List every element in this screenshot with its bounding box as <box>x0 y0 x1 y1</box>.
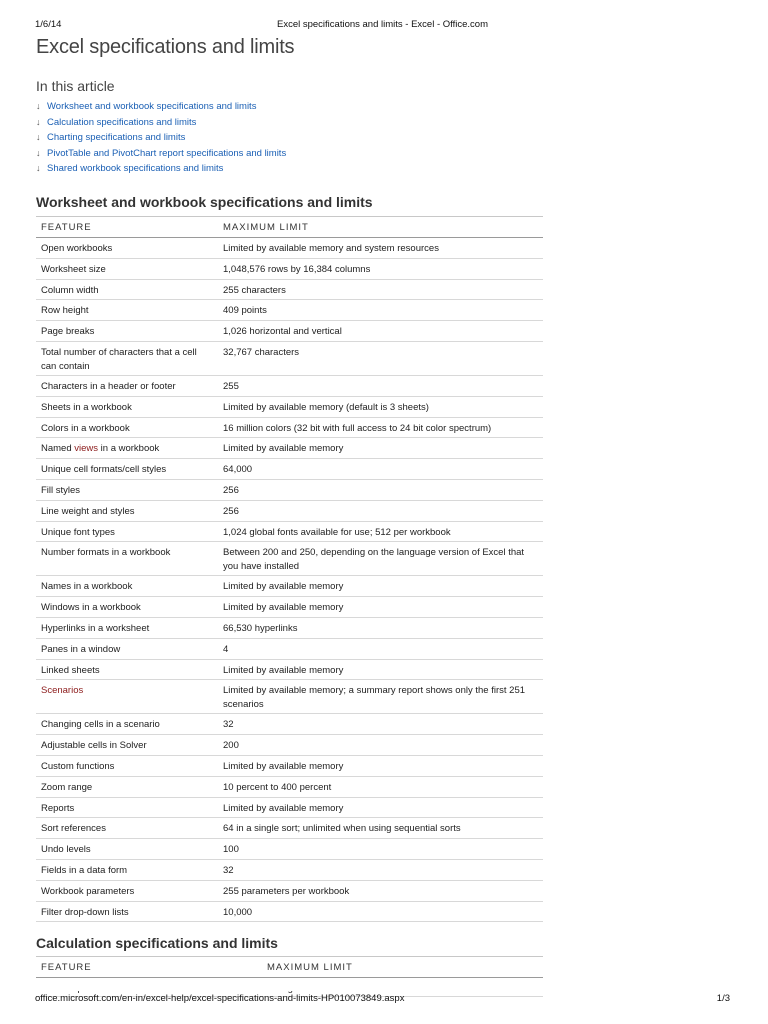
limit-cell: Limited by available memory <box>218 576 543 597</box>
page-title: Excel specifications and limits <box>36 36 295 58</box>
table-row <box>36 597 543 618</box>
feature-text: Named <box>41 443 75 455</box>
limit-cell: Limited by available memory <box>218 797 543 818</box>
limit-cell: 256 <box>218 500 543 521</box>
feature-cell: Filter drop-down lists <box>36 901 218 922</box>
limit-cell: 16 million colors (32 bit with full access to 24 bit color spectrum) <box>218 417 543 438</box>
feature-cell: Unique font types <box>36 521 218 542</box>
toc-item <box>36 115 286 131</box>
limit-cell: 255 parameters per workbook <box>218 880 543 901</box>
limit-cell: 1,026 horizontal and vertical <box>218 321 543 342</box>
feature-cell: Linked sheets <box>36 659 218 680</box>
table-row <box>36 521 543 542</box>
limit-cell: 1,024 global fonts available for use; 512 per workbook <box>218 521 543 542</box>
feature-cell <box>36 438 218 459</box>
column-header-feature: FEATURE <box>36 957 262 978</box>
feature-cell: Zoom range <box>36 776 218 797</box>
toc-link[interactable]: Calculation specifications and limits <box>47 116 197 128</box>
toc-link[interactable]: PivotTable and PivotChart report specifications and limits <box>47 147 287 159</box>
feature-cell: Row height <box>36 300 218 321</box>
toc-item <box>36 130 286 146</box>
section-title-worksheet: Worksheet and workbook specifications and limits <box>36 194 373 210</box>
down-arrow-icon: ↓ <box>36 116 41 127</box>
limit-cell: Limited by available memory (default is 3 sheets) <box>218 396 543 417</box>
feature-cell: Open workbooks <box>36 238 218 259</box>
feature-cell: Changing cells in a scenario <box>36 714 218 735</box>
feature-cell: Column width <box>36 279 218 300</box>
feature-cell: Fields in a data form <box>36 859 218 880</box>
toc-heading: In this article <box>36 78 115 94</box>
feature-cell: Windows in a workbook <box>36 597 218 618</box>
feature-cell: Fill styles <box>36 479 218 500</box>
table-row <box>36 321 543 342</box>
table-row <box>36 797 543 818</box>
feature-cell: Adjustable cells in Solver <box>36 735 218 756</box>
table-row <box>36 417 543 438</box>
table-header-row <box>36 957 543 978</box>
table-row <box>36 880 543 901</box>
table-row <box>36 341 543 375</box>
feature-cell: Reports <box>36 797 218 818</box>
table-row <box>36 576 543 597</box>
limit-cell: 4 <box>218 638 543 659</box>
limit-cell: 100 <box>218 839 543 860</box>
table-row <box>36 659 543 680</box>
feature-cell: Undo levels <box>36 839 218 860</box>
toc-item <box>36 99 286 115</box>
limit-cell: 66,530 hyperlinks <box>218 617 543 638</box>
down-arrow-icon: ↓ <box>36 101 41 111</box>
table-row <box>36 714 543 735</box>
limit-cell: Between 200 and 250, depending on the language version of Excel that you have installed <box>218 542 543 576</box>
limit-cell: 32 <box>218 714 543 735</box>
table-header-row <box>36 217 543 238</box>
table-row <box>36 638 543 659</box>
print-title: Excel specifications and limits - Excel - Office.com <box>276 19 488 30</box>
table-row <box>36 375 543 396</box>
table-row <box>36 859 543 880</box>
feature-cell: Characters in a header or footer <box>36 375 218 396</box>
table-row <box>36 459 543 480</box>
feature-cell: Workbook parameters <box>36 880 218 901</box>
table-row <box>36 901 543 922</box>
limit-cell: 64 in a single sort; unlimited when using sequential sorts <box>218 818 543 839</box>
feature-link[interactable]: Scenarios <box>41 685 84 697</box>
toc-item <box>36 146 286 162</box>
table-row <box>36 680 543 714</box>
down-arrow-icon: ↓ <box>36 147 41 158</box>
feature-cell: Page breaks <box>36 321 218 342</box>
toc-link[interactable]: Worksheet and workbook specifications and limits <box>47 101 257 112</box>
table-row <box>36 735 543 756</box>
limit-cell: 10 percent to 400 percent <box>218 776 543 797</box>
feature-cell: Sheets in a workbook <box>36 396 218 417</box>
feature-cell: Names in a workbook <box>36 576 218 597</box>
limit-cell: 1,048,576 rows by 16,384 columns <box>218 258 543 279</box>
limit-cell: Limited by available memory; a summary report shows only the first 251 scenarios <box>218 680 543 714</box>
feature-cell: Unique cell formats/cell styles <box>36 459 218 480</box>
feature-cell: Number formats in a workbook <box>36 542 218 576</box>
limit-cell: Limited by available memory <box>218 755 543 776</box>
table-row <box>36 776 543 797</box>
table-row <box>36 542 543 576</box>
down-arrow-icon: ↓ <box>36 132 41 143</box>
print-url: office.microsoft.com/en-in/excel-help/excel-specifications-and-limits-HP010073849.aspx <box>35 993 405 1004</box>
limit-cell: 32,767 characters <box>218 341 543 375</box>
table-row <box>36 617 543 638</box>
worksheet-limits-table <box>36 216 543 922</box>
section-title-calculation: Calculation specifications and limits <box>36 935 278 951</box>
feature-cell: Hyperlinks in a worksheet <box>36 617 218 638</box>
table-of-contents <box>36 99 286 177</box>
feature-cell: Panes in a window <box>36 638 218 659</box>
table-row <box>36 300 543 321</box>
limit-cell: 255 <box>218 375 543 396</box>
table-row <box>36 438 543 459</box>
feature-cell: Sort references <box>36 818 218 839</box>
print-header <box>35 19 730 33</box>
table-row <box>36 839 543 860</box>
limit-cell: 256 <box>218 479 543 500</box>
feature-cell: Custom functions <box>36 755 218 776</box>
limit-cell: 32 <box>218 859 543 880</box>
feature-text: in a workbook <box>98 443 160 455</box>
table-row <box>36 258 543 279</box>
limit-cell: Limited by available memory and system resources <box>218 238 543 259</box>
table-row <box>36 396 543 417</box>
feature-cell: Line weight and styles <box>36 500 218 521</box>
limit-cell: 64,000 <box>218 459 543 480</box>
page-cut-mask <box>36 981 543 991</box>
table-row <box>36 500 543 521</box>
limit-cell: Limited by available memory <box>218 597 543 618</box>
feature-cell: Worksheet size <box>36 258 218 279</box>
toc-link[interactable]: Shared workbook specifications and limits <box>47 163 224 175</box>
limit-cell: Limited by available memory <box>218 659 543 680</box>
table-row <box>36 238 543 259</box>
column-header-feature: FEATURE <box>36 217 218 238</box>
limit-cell: 10,000 <box>218 901 543 922</box>
limit-cell: 200 <box>218 735 543 756</box>
table-row <box>36 755 543 776</box>
toc-item <box>36 161 286 177</box>
feature-cell <box>36 680 218 714</box>
limit-cell: Limited by available memory <box>218 438 543 459</box>
print-date: 1/6/14 <box>35 19 62 30</box>
column-header-limit: MAXIMUM LIMIT <box>218 217 543 238</box>
page-number: 1/3 <box>716 993 730 1004</box>
limit-cell: 409 points <box>218 300 543 321</box>
column-header-limit: MAXIMUM LIMIT <box>262 957 543 978</box>
table-row <box>36 479 543 500</box>
toc-link[interactable]: Charting specifications and limits <box>47 132 186 144</box>
table-row <box>36 279 543 300</box>
feature-cell: Colors in a workbook <box>36 417 218 438</box>
feature-cell: Total number of characters that a cell can contain <box>36 341 218 375</box>
limit-cell: 255 characters <box>218 279 543 300</box>
feature-link[interactable]: views <box>74 443 99 455</box>
down-arrow-icon: ↓ <box>36 163 41 174</box>
table-row <box>36 818 543 839</box>
